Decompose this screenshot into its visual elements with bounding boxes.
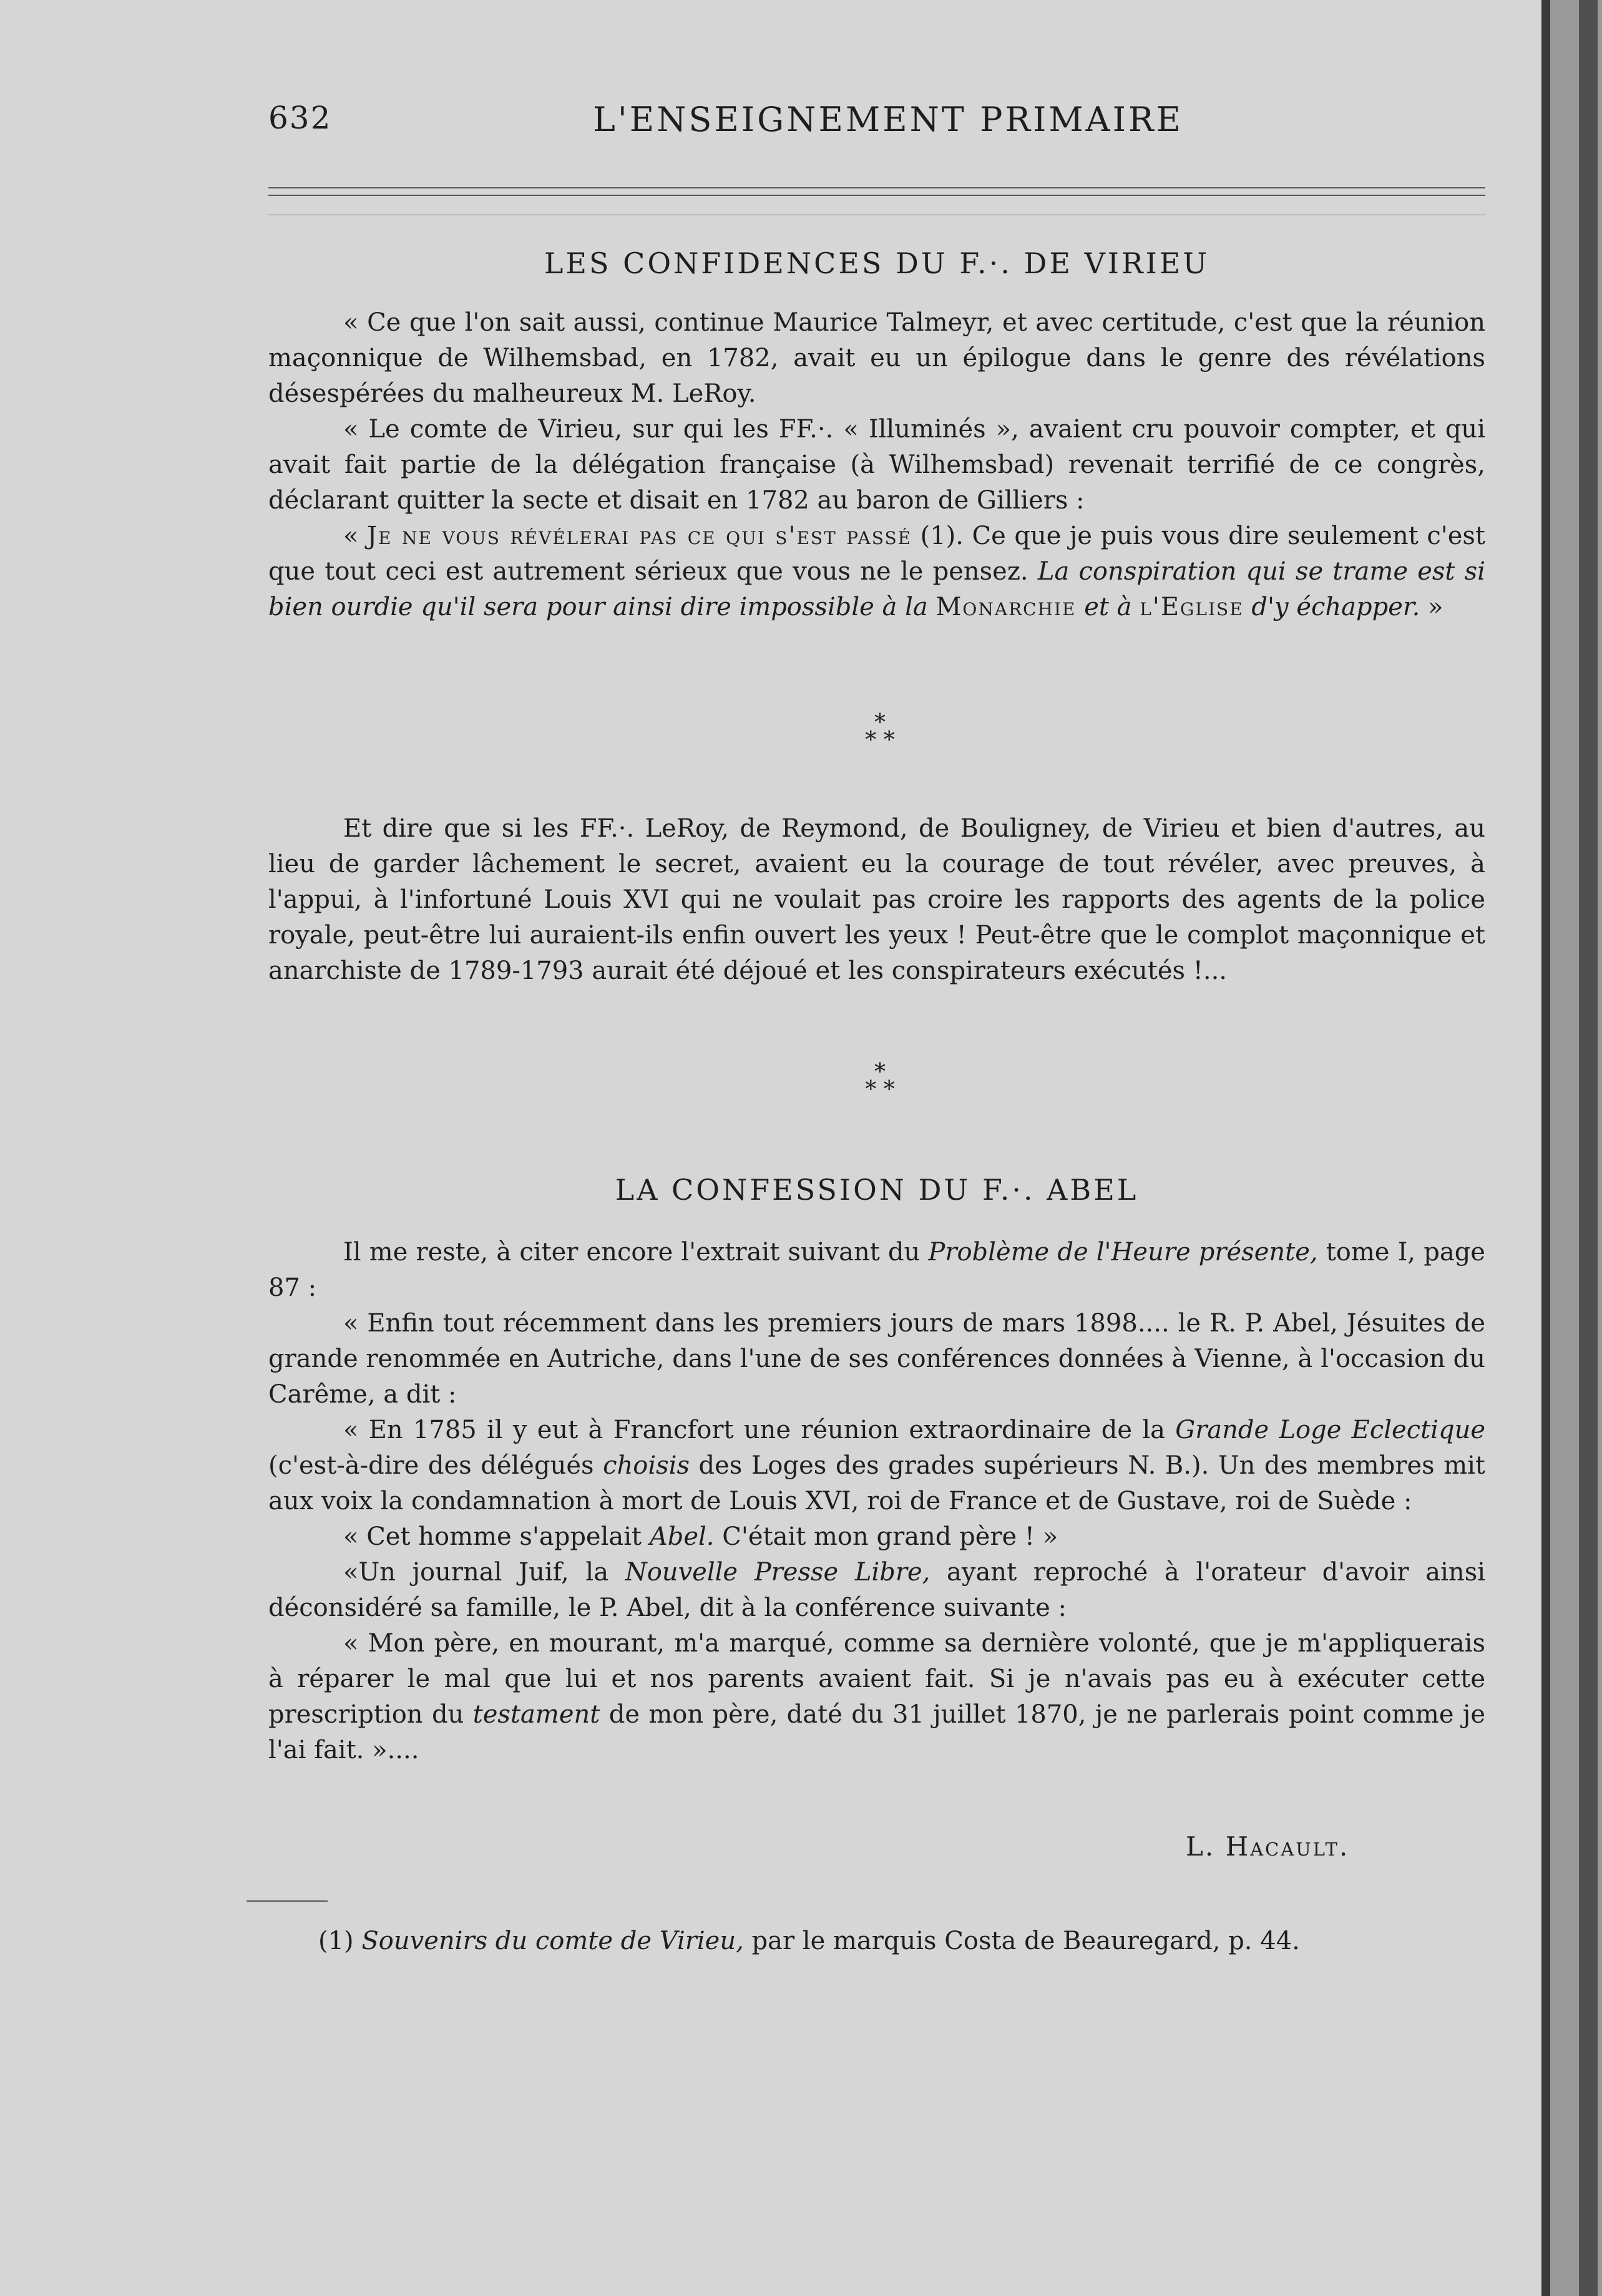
paragraph	[268, 1555, 1485, 1626]
footnote	[318, 1927, 1300, 1955]
book-binding-edge	[1541, 0, 1602, 2296]
section-separator: * * *	[865, 710, 895, 753]
text-run: tome I, page 87 :	[268, 1238, 1485, 1302]
paragraph	[268, 1626, 1485, 1768]
running-title: L'ENSEIGNEMENT PRIMAIRE	[593, 100, 1184, 139]
quote-mark: «	[343, 522, 367, 550]
header-rule	[268, 195, 1485, 196]
text-run: «Un journal Juif, la	[343, 1558, 625, 1587]
italic-text: La conspiration qui se trame est si bien ourdie qu'il sera pour ainsi dire impossible à la	[268, 557, 1486, 621]
paragraph: « Le comte de Virieu, sur qui les FF.·. « Illuminés », avaient cru pouvoir compter, et qui avait fait partie de la délégation française (à Wilhemsbad) revenait terrifié de ce congrès, déclarant quitter la secte et disait en 1782 au baron de Gilliers :	[268, 415, 1485, 515]
section-commentary	[268, 811, 1485, 989]
paragraph: « Enfin tout récemment dans les premiers jours de mars 1898.... le R. P. Abel, Jésuites de grande renommée en Autriche, dans l'une de ses conférences données à Vienne, à l'occasion du Carême, a dit :	[268, 1309, 1485, 1409]
section-confession	[268, 1173, 1485, 1768]
text-run: « En 1785 il y eut à Francfort une réunion extraordinaire de la	[343, 1416, 1176, 1444]
italic-text: Abel.	[649, 1522, 715, 1551]
text-run: de mon père, daté du 31 juillet 1870, je ne parlerais point comme je l'ai fait. »....	[268, 1700, 1485, 1764]
page-header	[0, 100, 1541, 156]
italic-text: Grande Loge Eclectique	[1175, 1416, 1486, 1444]
italic-text: d'y échapper.	[1243, 593, 1420, 621]
italic-text: Nouvelle Presse Libre,	[625, 1558, 930, 1587]
section-confidences	[268, 246, 1485, 625]
text-run: C'était mon grand père ! »	[714, 1522, 1058, 1551]
footnote-ref: (1).	[912, 522, 972, 550]
text-run: « Cet homme s'appelait	[343, 1522, 650, 1551]
section-heading: LES CONFIDENCES DU F.·. DE VIRIEU	[544, 246, 1210, 280]
text-run: Ce que je puis vous dire seulement c'est que tout ceci est autrement sérieux que vous ne le pensez.	[268, 522, 1485, 586]
italic-text: Problème de l'Heure présente,	[928, 1238, 1318, 1267]
paragraph	[268, 518, 1485, 625]
italic-text: et à	[1076, 593, 1140, 621]
text-run: (c'est-à-dire des délégués	[268, 1451, 603, 1480]
smallcaps-text: Monarchie	[935, 593, 1077, 621]
paragraph	[268, 1519, 1485, 1555]
text-run: « Mon père, en mourant, m'a marqué, comme sa dernière volonté, que je m'appliquerais à réparer le mal que lui et nos parents avaient fait. Si je n'avais pas eu à exécuter cette prescription du	[268, 1629, 1485, 1729]
smallcaps-text: l'Eglise	[1140, 593, 1244, 621]
page-number: 632	[268, 100, 332, 136]
footnote-marker: (1)	[318, 1927, 362, 1955]
text-run: Il me reste, à citer encore l'extrait suivant du	[343, 1238, 929, 1267]
italic-text: choisis	[603, 1451, 690, 1480]
section-heading: LA CONFESSION DU F.·. ABEL	[615, 1173, 1139, 1207]
text-run: des Loges des grades supérieurs N. B.). Un des membres mit aux voix la condamnation à mort de Louis XVI, roi de France et de Gustave, roi de Suède :	[268, 1451, 1485, 1515]
paragraph: Et dire que si les FF.·. LeRoy, de Reymond, de Bouligney, de Virieu et bien d'autres, au lieu de garder lâchement le secret, avaient eu la courage de tout révéler, avec preuves, à l'appui, à l'infortuné Louis XVI qui ne voulait pas croire les rapports des agents de la police royale, peut-être lui auraient-ils enfin ouvert les yeux ! Peut-être que le complot maçonnique et anarchiste de 1789-1793 aurait été déjoué et les conspirateurs exécutés !...	[268, 814, 1485, 985]
italic-text: testament	[472, 1700, 600, 1729]
header-rule	[268, 187, 1485, 188]
footnote-rule	[247, 1900, 328, 1902]
text-run: par le marquis Costa de Beauregard, p. 44.	[743, 1927, 1300, 1955]
paragraph: « Ce que l'on sait aussi, continue Maurice Talmeyr, et avec certitude, c'est que la réunion maçonnique de Wilhemsbad, en 1782, avait eu un épilogue dans le genre des révélations désespérées du malheureux M. LeRoy.	[268, 308, 1485, 408]
smallcaps-text: Je ne vous révélerai pas ce qui s'est passé	[367, 522, 912, 550]
quote-mark: »	[1420, 593, 1443, 621]
section-separator: * * *	[865, 1059, 895, 1102]
italic-text: Souvenirs du comte de Virieu,	[361, 1927, 744, 1955]
paragraph	[268, 1235, 1485, 1306]
author-signature: L. Hacault.	[1186, 1831, 1350, 1862]
paragraph	[268, 1413, 1485, 1519]
text-run: ayant reproché à l'orateur d'avoir ainsi déconsidéré sa famille, le P. Abel, dit à la conférence suivante :	[268, 1558, 1486, 1622]
